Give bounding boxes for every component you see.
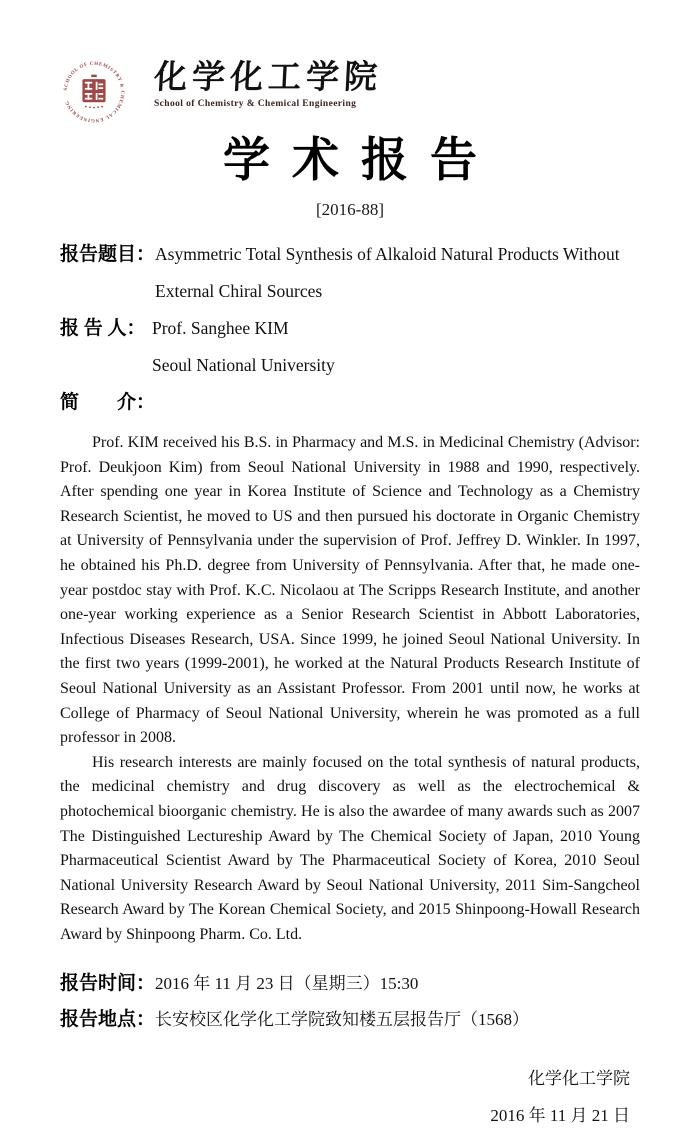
intro-row bbox=[60, 384, 640, 421]
document-number: [2016-88] bbox=[316, 200, 384, 220]
school-name-chinese: 化学化工学院 bbox=[153, 60, 383, 96]
speaker-row bbox=[60, 310, 640, 384]
seal-bottom-dots bbox=[85, 106, 103, 109]
signature-org: 化学化工学院 bbox=[528, 1068, 630, 1088]
speaker-affiliation: Seoul National University bbox=[152, 355, 335, 376]
signature-block bbox=[60, 1060, 640, 1134]
seal-top-mark bbox=[91, 75, 96, 77]
speaker-label: 报 告 人： bbox=[60, 318, 146, 340]
topic-row bbox=[60, 236, 640, 310]
school-brand bbox=[154, 58, 382, 109]
school-seal-icon bbox=[60, 58, 128, 126]
time-label: 报告时间： bbox=[60, 972, 156, 994]
document-title: 学术报告 bbox=[223, 135, 499, 187]
topic-value: Asymmetric Total Synthesis of Alkaloid Natural Products Without External Chiral Sources bbox=[155, 244, 620, 302]
intro-label: 简 介： bbox=[60, 392, 156, 414]
venue-row bbox=[60, 1002, 640, 1038]
speaker-value bbox=[152, 310, 640, 384]
speaker-biography bbox=[60, 431, 640, 947]
bio-paragraph-2: His research interests are mainly focused on the total synthesis of natural products, the medicinal chemistry and drug discovery as well as the electrochemical & photochemical bioorganic chemistry. He is also the awardee of many awards such as 2007 The Distinguished Lectureship Award by The Chemical Society of Japan, 2010 Young Pharmaceutical Scientist Award by The Pharmaceutical Society of Korea, 2010 Seoul National University Research Award by Seoul National University, 2011 Sim-Sangcheol Research Award by The Korean Chemical Society, and 2015 Shinpoong-Howall Research Award by Shinpoong Pharm. Co. Ltd. bbox=[60, 753, 640, 943]
speaker-name: Prof. Sanghee KIM bbox=[152, 318, 289, 339]
topic-label: 报告题目： bbox=[60, 244, 156, 266]
seal-arc-text: SCHOOL OF CHEMISTRY & CHEMICAL ENGINEERING bbox=[63, 61, 125, 123]
school-name-english: School of Chemistry & Chemical Engineering bbox=[154, 99, 357, 109]
bio-paragraph-1: Prof. KIM received his B.S. in Pharmacy and M.S. in Medicinal Chemistry (Advisor: Prof. Deukjoon Kim) from Seoul National University in 1988 and 1990, respectively. After spending one year in Korea Institute of Science and Technology as a Chemistry Research Scientist, he moved to US and then pursued his doctorate in Organic Chemistry at University of Pennsylvania under the supervision of Prof. Jeffrey D. Winkler. In 1997, he obtained his Ph.D. degree from University of Pennsylvania. After that, he made one-year postdoc stay with Prof. K.C. Nicolaou at The Scripps Research Institute, and another one-year working experience as a Senior Research Scientist in Abbott Laboratories, Infectious Diseases Research, USA. Since 1999, he joined Seoul National University. In the first two years (1999-2001), he worked at the Natural Products Research Institute of Seoul National University as an Assistant Professor. From 2001 until now, he works at College of Pharmacy of Seoul National University, wherein he was promoted as a full professor in 2008. bbox=[60, 434, 640, 747]
venue-value: 长安校区化学化工学院致知楼五层报告厅（1568） bbox=[155, 1009, 530, 1029]
time-value: 2016 年 11 月 23 日（星期三）15:30 bbox=[155, 973, 419, 993]
time-row bbox=[60, 966, 640, 1002]
venue-label: 报告地点： bbox=[60, 1008, 156, 1030]
announcement-fields bbox=[60, 236, 640, 421]
letterhead bbox=[60, 58, 640, 126]
signature-date: 2016 年 11 月 21 日 bbox=[490, 1105, 630, 1125]
seminar-meta bbox=[60, 966, 640, 1038]
